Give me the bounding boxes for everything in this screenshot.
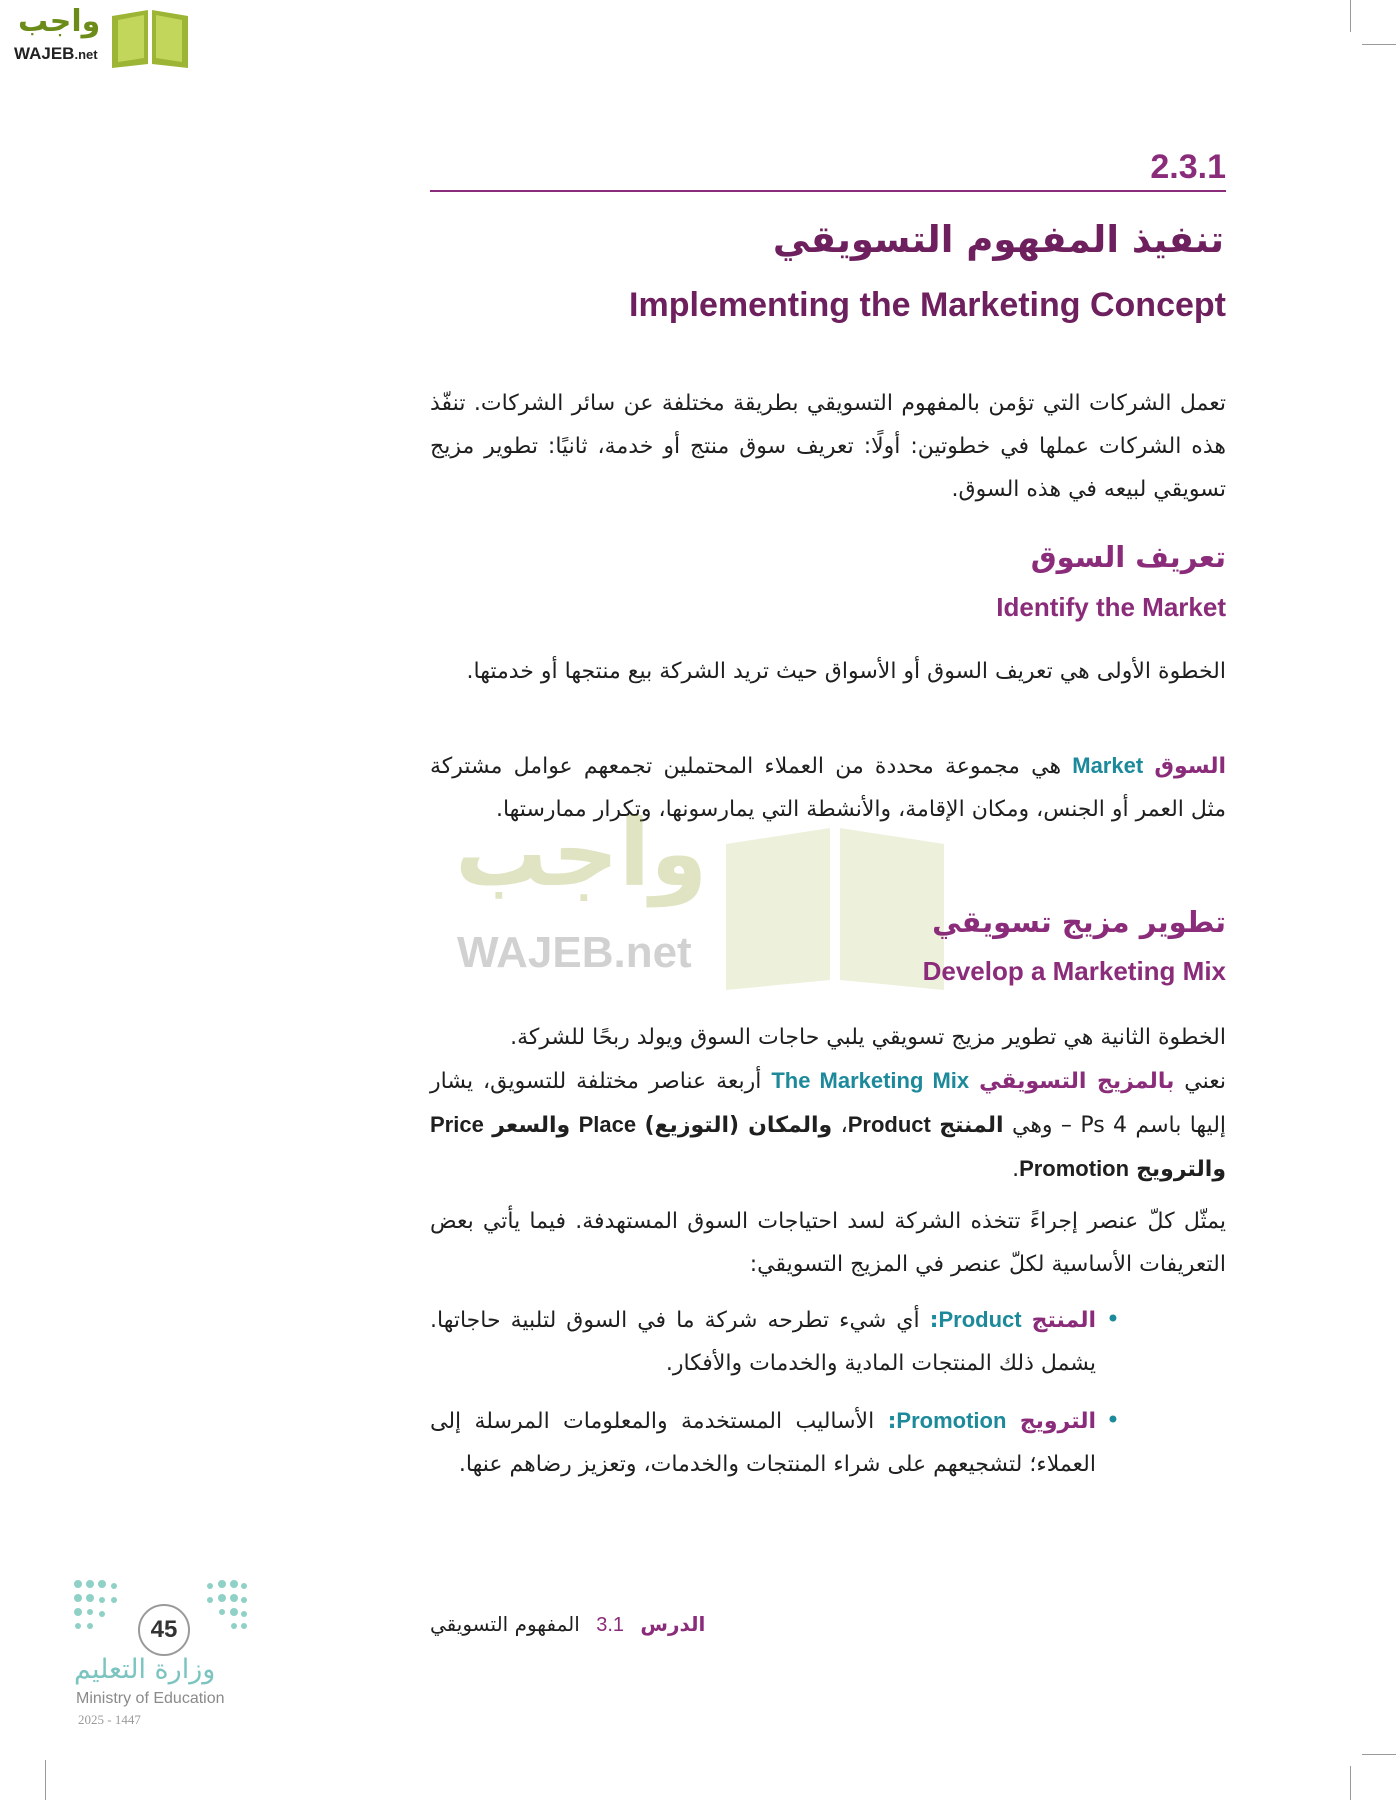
term-promotion-ar: الترويج — [1019, 1409, 1097, 1434]
term-price-en: Price — [430, 1112, 484, 1137]
intro-paragraph: تعمل الشركات التي تؤمن بالمفهوم التسويقي بطريقة مختلفة عن سائر الشركات. تنفّذ هذه الشركات عملها في خطوتين: أولًا: تعريف سوق منتج أو خدمة، ثانيًا: تطوير مزيج تسويقي لبيعه في هذه السوق. — [430, 391, 1226, 502]
term-market-en: Market — [1072, 753, 1144, 778]
lesson-title: المفهوم التسويقي — [430, 1612, 580, 1636]
book-icon — [108, 6, 192, 68]
list-item: • المنتج Product: أي شيء تطرحه شركة ما في السوق لتلبية حاجاتها. يشمل ذلك المنتجات المادية والخدمات والأفكار. — [430, 1298, 1120, 1385]
term-promotion-en: Promotion — [1019, 1156, 1130, 1181]
ministry-logo — [72, 1578, 252, 1728]
edition-year: 2025 - 1447 — [78, 1712, 141, 1727]
subheading-marketing-mix-en: Develop a Marketing Mix — [922, 956, 1226, 986]
mix-text: أربعة عناصر مختلفة للتسويق، يشار إليها باسم 4 Ps – وهي — [430, 1069, 1227, 1138]
section-number: 2.3.1 — [1150, 148, 1226, 186]
brand-logo[interactable] — [8, 4, 188, 70]
market-definition-text: هي مجموعة محددة من العملاء المحتملين تجمعهم عوامل مشتركة مثل العمر أو الجنس، ومكان الإقامة، والأنشطة التي يمارسونها، وتكرار ممارستها. — [430, 754, 1226, 822]
crop-mark — [1362, 44, 1396, 45]
term-product-ar: المنتج — [939, 1113, 1004, 1138]
header-divider — [430, 190, 1226, 192]
term-place-en: Place — [578, 1112, 637, 1137]
marketing-mix-definition: نعني بالمزيج التسويقي The Marketing Mix أربعة عناصر مختلفة للتسويق، يشار إليها باسم 4 Ps – وهي المنتج Product، والمكان (التوزيع) Place والسعر Price والترويج Promotion. — [430, 1068, 1227, 1182]
watermark — [455, 800, 955, 990]
list-item: • الترويج Promotion: الأساليب المستخدمة والمعلومات المرسلة إلى العملاء؛ لتشجيعهم على شراء المنتجات والخدمات، وتعزيز رضاهم عنها. — [430, 1399, 1120, 1486]
definitions-list — [430, 1298, 1120, 1500]
brand-arabic: واجب — [18, 4, 101, 39]
definition-text: الأساليب المستخدمة والمعلومات المرسلة إلى العملاء؛ لتشجيعهم على شراء المنتجات والخدمات، وتعزيز رضاهم عنها. — [430, 1409, 1096, 1477]
term-product-en: Product — [938, 1307, 1022, 1332]
term-marketing-mix-en: The Marketing Mix — [771, 1068, 970, 1093]
term-marketing-mix-ar: بالمزيج التسويقي — [979, 1069, 1175, 1094]
lesson-label: الدرس — [640, 1612, 706, 1636]
page-number: 45 — [138, 1604, 190, 1656]
term-promotion-en: Promotion — [896, 1408, 1007, 1433]
crop-mark — [45, 1760, 46, 1800]
page-title-arabic: تنفيذ المفهوم التسويقي — [772, 218, 1224, 261]
watermark-arabic: واجب — [455, 800, 708, 907]
crop-mark — [1350, 1766, 1351, 1800]
subheading-identify-market-ar: تعريف السوق — [1030, 540, 1226, 574]
mix-text: نعني — [1184, 1069, 1226, 1094]
term-price-ar: والسعر — [492, 1113, 571, 1138]
term-market-ar: السوق — [1154, 754, 1227, 779]
term-promotion-ar: والترويج — [1136, 1157, 1226, 1182]
definition-text: أي شيء تطرحه شركة ما في السوق لتلبية حاجاتها. يشمل ذلك المنتجات المادية والخدمات والأفكار. — [430, 1308, 1096, 1376]
identify-market-paragraph: الخطوة الأولى هي تعريف السوق أو الأسواق حيث تريد الشركة بيع منتجها أو خدمتها. — [466, 659, 1226, 684]
term-product-en: Product — [847, 1112, 931, 1137]
ministry-name-english: Ministry of Education — [76, 1690, 225, 1707]
term-place-ar: والمكان (التوزيع) — [644, 1113, 833, 1138]
lesson-number: 3.1 — [596, 1614, 625, 1636]
marketing-mix-paragraph: الخطوة الثانية هي تطوير مزيج تسويقي يلبي حاجات السوق ويولد ربحًا للشركة. — [510, 1025, 1226, 1050]
footer-lesson-reference — [430, 1612, 705, 1637]
ministry-name-arabic: وزارة التعليم — [74, 1654, 216, 1685]
marketing-mix-elements-paragraph: يمثّل كلّ عنصر إجراءً تتخذه الشركة لسد احتياجات السوق المستهدفة. فيما يأتي بعض التعريفات الأساسية لكلّ عنصر في المزيج التسويقي: — [430, 1209, 1226, 1277]
watermark-latin: WAJEB.net — [457, 928, 692, 977]
subheading-marketing-mix-ar: تطوير مزيج تسويقي — [932, 905, 1226, 939]
crop-mark — [1350, 0, 1351, 32]
brand-latin: WAJEB.net — [14, 44, 98, 63]
page-title-english: Implementing the Marketing Concept — [629, 286, 1226, 324]
term-product-ar: المنتج — [1031, 1308, 1097, 1333]
crop-mark — [1362, 1754, 1396, 1755]
subheading-identify-market-en: Identify the Market — [996, 592, 1226, 622]
watermark-book-icon — [720, 820, 950, 990]
